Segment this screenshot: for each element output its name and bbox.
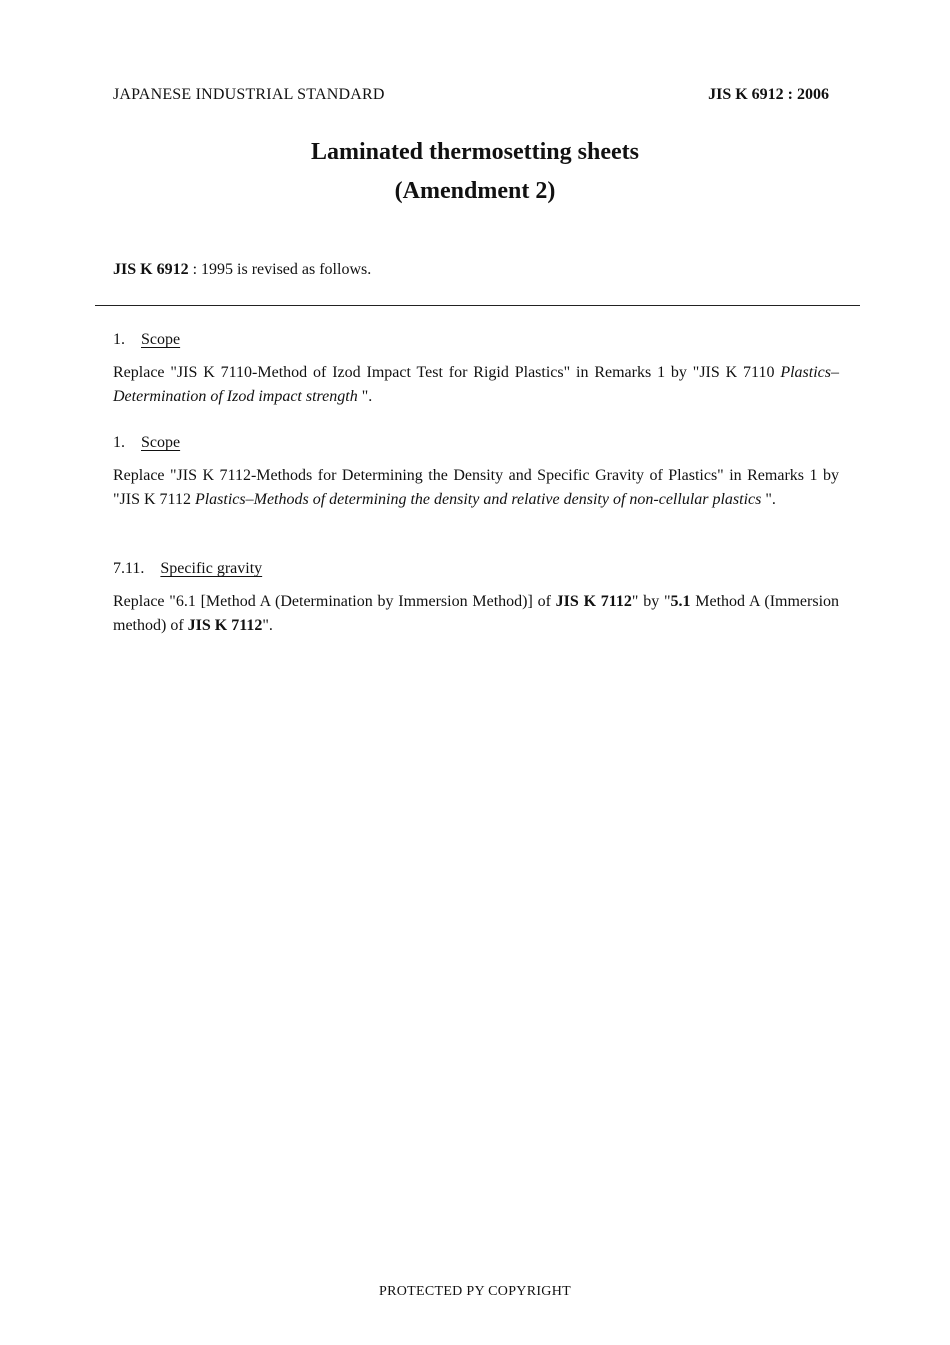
intro-statement [113,261,371,279]
body-bold-ref: 5.1 [670,593,691,610]
section-body [113,361,839,409]
section-specific-gravity [113,557,839,638]
document-subtitle: (Amendment 2) [394,178,556,204]
body-bold-ref: JIS K 7112 [187,617,263,634]
body-text: Replace "JIS K 7112-Methods for Determining the Density and Specific Gravity of Plastics" in Remarks 1 by "JIS K 7112 [113,467,839,508]
document-header-left: JAPANESE INDUSTRIAL STANDARD [113,86,385,103]
section-body [113,464,839,512]
body-text: Replace "6.1 [Method A (Determination by Immersion Method)] of [113,593,556,610]
section-scope-1 [113,328,839,409]
body-text: Replace "JIS K 7110-Method of Izod Impact Test for Rigid Plastics" in Remarks 1 by "JIS K 7110 [113,364,781,381]
section-number: 1. [113,434,125,451]
body-text: " by " [631,593,671,610]
body-italic-title: Plastics–Methods of determining the density and relative density of non-cellular plastics [194,491,762,508]
body-text: Method A (Immersion method) of [113,593,840,634]
intro-standard-ref: JIS K 6912 [113,261,189,278]
section-heading [113,328,839,352]
body-text: ". [262,617,273,634]
intro-text: : 1995 is revised as follows. [188,261,372,278]
section-number: 1. [113,331,125,348]
section-number: 7.11. [113,560,145,577]
document-title: Laminated thermosetting sheets [311,139,639,165]
section-body [113,590,839,638]
section-title: Specific gravity [160,560,263,577]
horizontal-divider [95,305,860,306]
body-bold-ref: JIS K 7112 [555,593,632,610]
section-heading [113,557,839,581]
section-scope-2 [113,431,839,512]
body-text: ". [357,388,373,405]
section-title: Scope [141,434,181,451]
body-italic-title: Plastics–Determination of Izod impact strength [113,364,839,405]
section-title: Scope [141,331,181,348]
copyright-footer: PROTECTED PY COPYRIGHT [379,1284,571,1299]
body-text: ". [761,491,776,508]
document-standard-number: JIS K 6912 : 2006 [708,86,829,103]
section-heading [113,431,839,455]
